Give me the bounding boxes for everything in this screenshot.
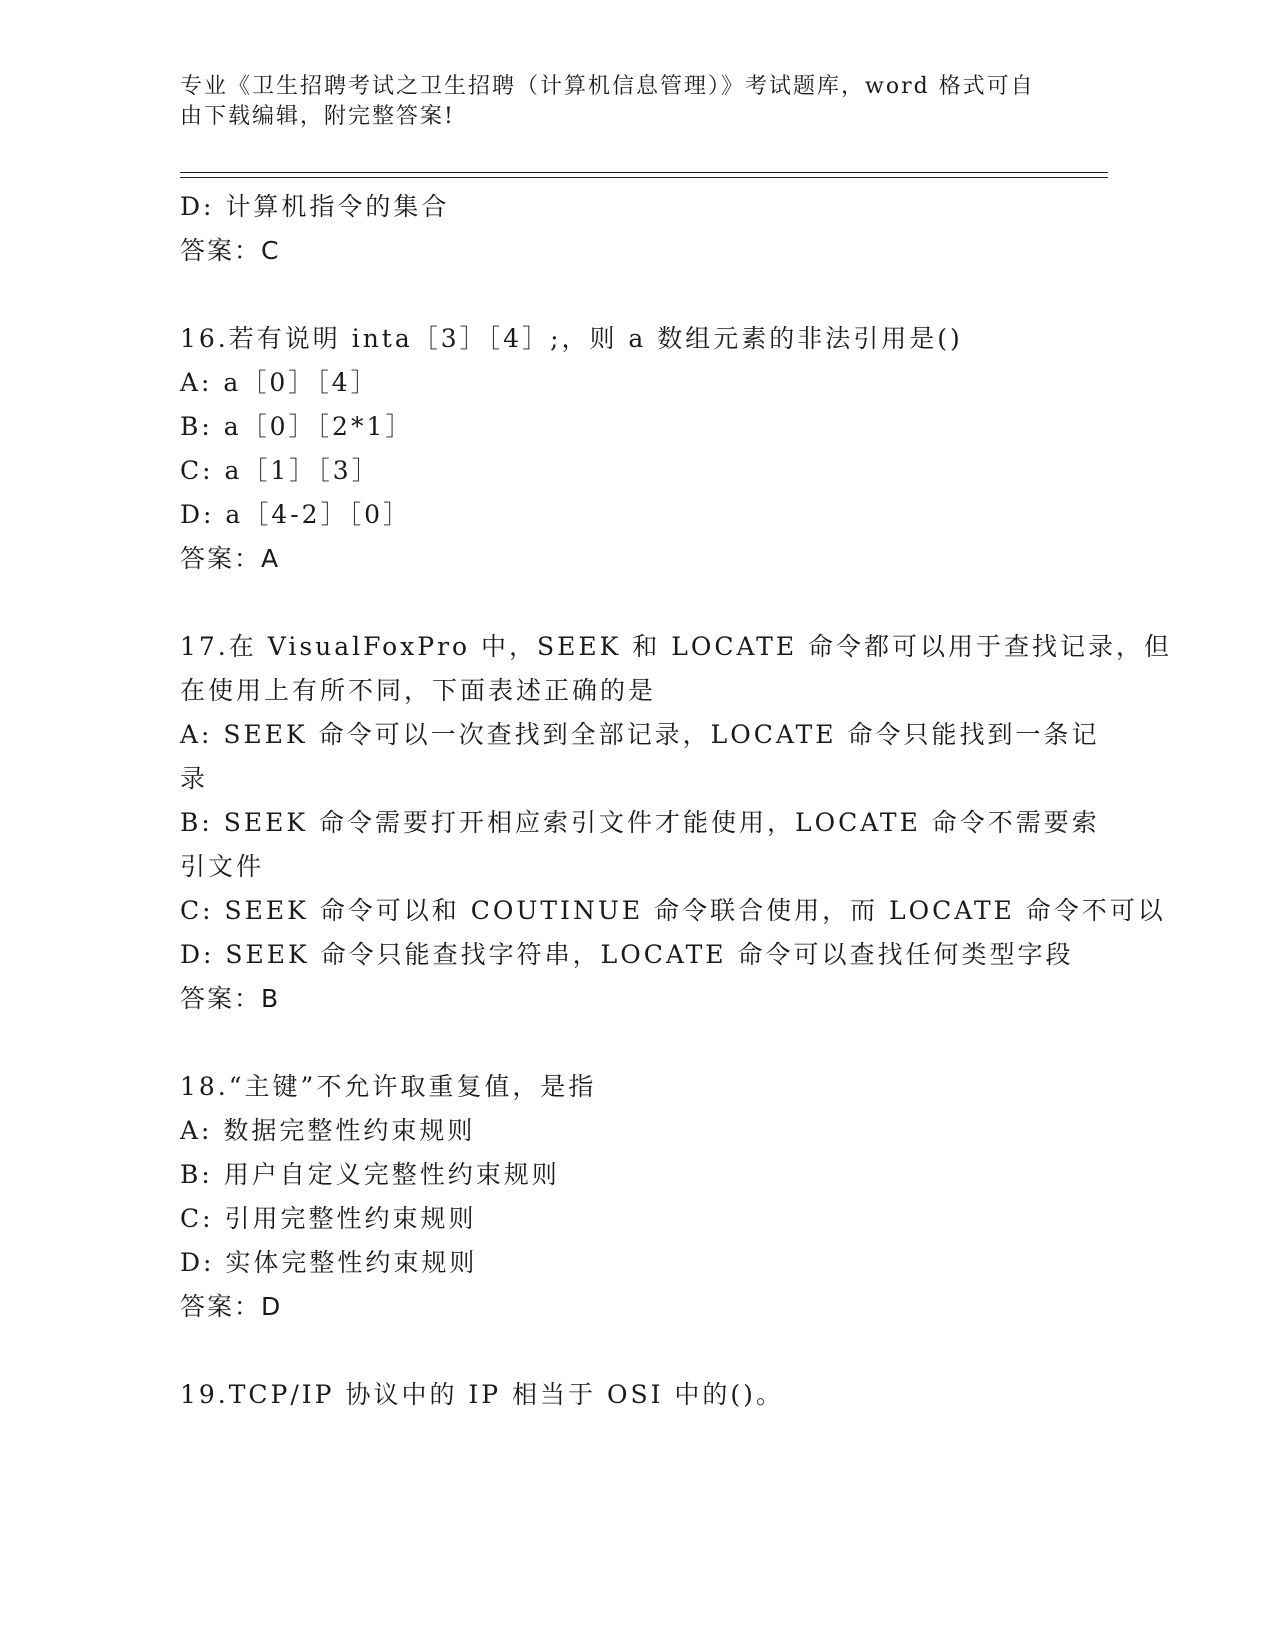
option-c: C: SEEK 命令可以和 COUTINUE 命令联合使用，而 LOCATE 命令不可以 (180, 896, 1166, 925)
answer: 答案：B (180, 984, 281, 1013)
option-b: B: 用户自定义完整性约束规则 (180, 1160, 560, 1189)
question-stem: 16.若有说明 inta［3］［4］;，则 a 数组元素的非法引用是() (180, 324, 963, 353)
option-d: D: 实体完整性约束规则 (180, 1248, 478, 1277)
header-divider-bottom (180, 177, 1108, 178)
option-b-line-2: 引文件 (180, 852, 265, 881)
option-a: A: a［0］［4］ (180, 368, 379, 397)
question-16 (180, 317, 1040, 581)
answer: 答案：A (180, 544, 281, 573)
answer: 答案：C (180, 236, 281, 265)
option-c: C: 引用完整性约束规则 (180, 1204, 477, 1233)
question-stem: 18.“主键”不允许取重复值，是指 (180, 1072, 597, 1101)
option-d: D: SEEK 命令只能查找字符串，LOCATE 命令可以查找任何类型字段 (180, 940, 1074, 969)
option-d: D: a［4-2］［0］ (180, 500, 411, 529)
option-a-line-2: 录 (180, 764, 209, 793)
header-line-2: 由下载编辑，附完整答案! (180, 104, 455, 129)
option-a: A: 数据完整性约束规则 (180, 1116, 476, 1145)
question-stem-line-2: 在使用上有所不同，下面表述正确的是 (180, 676, 657, 705)
option-b: B: a［0］［2*1］ (180, 412, 414, 441)
header-divider-top (180, 172, 1108, 173)
question-list (180, 185, 1173, 1417)
answer: 答案：D (180, 1292, 283, 1321)
question-stem-line-1: 17.在 VisualFoxPro 中，SEEK 和 LOCATE 命令都可以用于查找记录，但 (180, 632, 1173, 661)
option-b-line-1: B: SEEK 命令需要打开相应索引文件才能使用，LOCATE 命令不需要索 (180, 808, 1100, 837)
question-stem: 19.TCP/IP 协议中的 IP 相当于 OSI 中的()。 (180, 1380, 784, 1409)
question-19 (180, 1373, 1040, 1417)
question-17 (180, 625, 1173, 1021)
option-d: D: 计算机指令的集合 (180, 192, 450, 221)
question-18 (180, 1065, 1040, 1329)
header-line-1: 专业《卫生招聘考试之卫生招聘（计算机信息管理）》考试题库，word 格式可自 (180, 74, 1035, 99)
previous-question-tail (180, 185, 1040, 273)
document-header (180, 72, 1040, 132)
option-a-line-1: A: SEEK 命令可以一次查找到全部记录，LOCATE 命令只能找到一条记 (180, 720, 1100, 749)
option-c: C: a［1］［3］ (180, 456, 380, 485)
